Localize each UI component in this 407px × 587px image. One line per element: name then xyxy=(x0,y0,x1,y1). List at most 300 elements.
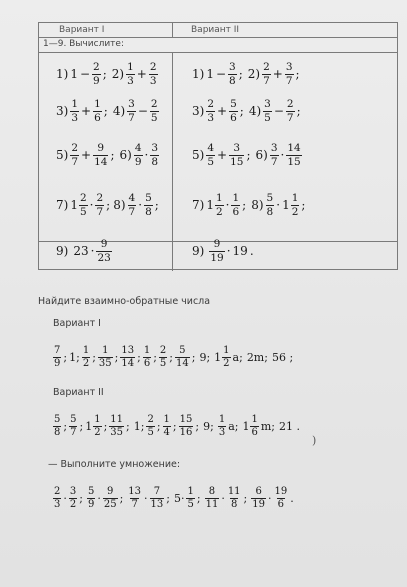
math-token: · xyxy=(221,491,225,505)
math-token: 1 xyxy=(70,198,78,212)
fraction xyxy=(149,62,158,86)
numerator: 5 xyxy=(145,192,152,204)
fraction xyxy=(163,415,171,438)
fraction xyxy=(53,346,61,369)
math-token: ; xyxy=(239,104,244,118)
fraction xyxy=(143,346,151,369)
divider xyxy=(172,23,173,37)
denominator: 15 xyxy=(287,155,301,168)
denominator: 3 xyxy=(218,426,226,438)
numerator: 8 xyxy=(208,485,216,497)
math-token: 19 xyxy=(232,244,248,258)
math-token: + xyxy=(272,67,283,81)
numerator: 1 xyxy=(94,413,101,425)
math-token: 1 xyxy=(242,419,250,433)
v1-row-4 xyxy=(55,187,160,223)
numerator: 2 xyxy=(159,344,167,356)
denominator: 2 xyxy=(82,357,90,369)
math-token: 1; xyxy=(133,419,145,433)
column-divider xyxy=(172,52,173,271)
math-token: 1 xyxy=(206,198,214,212)
fraction xyxy=(206,143,215,167)
instruction: 1—9. Вычислите: xyxy=(43,39,124,49)
math-token: ; xyxy=(106,198,111,212)
math-token: + xyxy=(81,104,92,118)
fraction xyxy=(70,99,79,123)
fraction xyxy=(227,487,242,510)
denominator: 7 xyxy=(70,426,77,438)
denominator: 7 xyxy=(263,74,270,87)
v1-row-1 xyxy=(55,56,159,92)
numerator: 9 xyxy=(100,238,108,250)
math-token: 3) xyxy=(56,104,69,118)
fraction xyxy=(134,143,143,167)
pencil-mark: ) xyxy=(312,434,317,447)
denominator: 6 xyxy=(251,426,258,438)
denominator: 9 xyxy=(54,357,61,369)
numerator: 4 xyxy=(207,142,215,154)
fraction xyxy=(228,62,237,86)
denominator: 9 xyxy=(87,498,95,510)
fraction xyxy=(286,143,301,167)
denominator: 5 xyxy=(207,155,215,168)
fraction xyxy=(150,143,159,167)
numerator: 1 xyxy=(143,344,151,356)
divider xyxy=(39,52,397,53)
divider xyxy=(39,37,397,38)
math-token: 9) xyxy=(192,244,205,258)
fraction xyxy=(53,487,61,510)
denominator: 13 xyxy=(150,498,164,510)
numerator: 3 xyxy=(229,61,236,73)
math-token: 1 xyxy=(70,67,78,81)
fraction xyxy=(285,62,294,86)
numerator: 3 xyxy=(69,485,77,497)
math-token: ; xyxy=(114,350,119,364)
denominator: 9 xyxy=(134,155,142,168)
denominator: 2 xyxy=(223,357,230,369)
denominator: 7 xyxy=(128,111,135,124)
numerator: 1 xyxy=(215,192,223,204)
fraction xyxy=(209,239,224,263)
fraction xyxy=(70,143,79,167)
denominator: 7 xyxy=(128,205,136,218)
denominator: 25 xyxy=(103,498,117,510)
math-token: 8) xyxy=(113,198,126,212)
fraction xyxy=(159,346,167,369)
math-token: · xyxy=(97,491,101,505)
fraction xyxy=(96,239,111,263)
denominator: 5 xyxy=(147,426,154,438)
math-token: · xyxy=(63,491,67,505)
math-token: ; xyxy=(295,67,300,81)
fraction xyxy=(231,193,240,217)
math-token: ; xyxy=(102,67,107,81)
fraction xyxy=(109,415,124,438)
numerator: 3 xyxy=(270,142,278,154)
fraction xyxy=(126,62,135,86)
math-token: − xyxy=(273,104,284,118)
fraction xyxy=(128,193,137,217)
math-token: · xyxy=(268,491,272,505)
reciprocal-row-2 xyxy=(52,409,301,443)
fraction xyxy=(262,62,271,86)
math-token: ; xyxy=(103,104,108,118)
numerator: 1 xyxy=(163,413,170,425)
denominator: 3 xyxy=(127,74,134,87)
math-token: 6) xyxy=(119,148,132,162)
math-token: ; xyxy=(238,67,243,81)
numerator: 5 xyxy=(230,98,237,110)
v2-row-5 xyxy=(191,233,255,269)
denominator: 8 xyxy=(54,426,61,438)
math-token: · xyxy=(276,198,281,212)
math-token: 56 ; xyxy=(271,350,294,364)
math-token: + xyxy=(217,148,228,162)
math-token: 9; xyxy=(199,350,211,364)
numerator: 15 xyxy=(179,413,193,425)
numerator: 2 xyxy=(150,98,158,110)
math-token: . xyxy=(290,491,294,505)
math-token: · xyxy=(226,244,231,258)
math-token: ; xyxy=(153,350,157,364)
fraction xyxy=(150,487,165,510)
denominator: 2 xyxy=(215,205,223,218)
v2-row-4 xyxy=(191,187,306,223)
denominator: 14 xyxy=(94,155,108,168)
numerator: 2 xyxy=(147,413,154,425)
denominator: 4 xyxy=(163,426,170,438)
math-token: ; xyxy=(119,491,124,505)
fraction xyxy=(79,193,88,217)
fraction xyxy=(274,487,289,510)
fraction xyxy=(98,346,113,369)
math-token: 7) xyxy=(56,198,69,212)
math-token: − xyxy=(79,67,91,81)
math-token: ; xyxy=(110,148,115,162)
fraction xyxy=(87,487,95,510)
numerator: 3 xyxy=(285,61,293,73)
numerator: 1 xyxy=(187,485,194,497)
numerator: 2 xyxy=(71,142,79,154)
numerator: 1 xyxy=(223,344,230,356)
exercise-table xyxy=(38,22,398,270)
denominator: 23 xyxy=(97,251,111,264)
fraction xyxy=(291,193,300,217)
math-token: 1 xyxy=(282,198,290,212)
v1-row-5 xyxy=(55,233,113,269)
denominator: 7 xyxy=(71,155,79,168)
math-token: − xyxy=(215,67,227,81)
fraction xyxy=(215,193,224,217)
header-variant-2: Вариант II xyxy=(191,25,240,35)
fraction xyxy=(150,99,159,123)
math-token: ; xyxy=(196,491,201,505)
denominator: 19 xyxy=(210,251,224,264)
math-token: · xyxy=(144,491,148,505)
fraction xyxy=(205,487,220,510)
variant-1-label: Вариант I xyxy=(53,318,101,329)
numerator: 1 xyxy=(82,344,90,356)
fraction xyxy=(82,346,90,369)
numerator: 1 xyxy=(94,98,101,110)
v2-row-2 xyxy=(191,93,302,129)
math-token: ; xyxy=(296,104,301,118)
numerator: 2 xyxy=(93,61,100,73)
fraction xyxy=(218,415,226,438)
denominator: 19 xyxy=(252,498,265,510)
fraction xyxy=(251,487,266,510)
fraction xyxy=(92,62,101,86)
fraction xyxy=(120,346,135,369)
math-token: m; xyxy=(260,419,275,433)
denominator: 2 xyxy=(291,205,299,218)
denominator: 3 xyxy=(54,498,61,510)
denominator: 8 xyxy=(266,205,274,218)
numerator: 14 xyxy=(287,142,301,154)
math-token: + xyxy=(136,67,147,81)
denominator: 6 xyxy=(230,111,237,124)
numerator: 13 xyxy=(121,344,135,356)
numerator: 4 xyxy=(134,142,142,154)
numerator: 5 xyxy=(87,485,95,497)
math-token: ; xyxy=(243,491,248,505)
fraction xyxy=(250,415,258,438)
numerator: 7 xyxy=(153,485,161,497)
fraction xyxy=(206,99,215,123)
fraction xyxy=(53,415,61,438)
math-token: ; xyxy=(242,198,247,212)
math-token: · xyxy=(280,148,285,162)
math-token: ; xyxy=(166,491,170,505)
numerator: 13 xyxy=(128,485,142,497)
math-token: 2) xyxy=(247,67,261,81)
fraction xyxy=(93,99,102,123)
denominator: 8 xyxy=(229,74,236,87)
denominator: 14 xyxy=(121,357,135,369)
fraction xyxy=(286,99,295,123)
math-token: 23 xyxy=(73,244,89,258)
denominator: 2 xyxy=(69,498,77,510)
fraction xyxy=(222,346,230,369)
math-token: · xyxy=(90,244,95,258)
numerator: 2 xyxy=(263,61,270,73)
fraction xyxy=(69,487,77,510)
denominator: 3 xyxy=(149,74,157,87)
math-token: 1 xyxy=(214,350,222,364)
numerator: 9 xyxy=(107,485,114,497)
denominator: 7 xyxy=(285,74,293,87)
numerator: 1 xyxy=(251,413,258,425)
math-token: 2m; xyxy=(246,350,268,364)
numerator: 4 xyxy=(128,192,136,204)
math-token: + xyxy=(81,148,92,162)
math-token: ; xyxy=(63,419,68,433)
fraction xyxy=(270,143,279,167)
numerator: 19 xyxy=(274,485,288,497)
denominator: 35 xyxy=(98,357,112,369)
denominator: 35 xyxy=(110,426,124,438)
math-token: ; xyxy=(191,350,196,364)
numerator: 1 xyxy=(127,61,134,73)
section-heading-multiply: — Выполните умножение: xyxy=(48,459,181,470)
fraction xyxy=(186,487,194,510)
numerator: 3 xyxy=(233,142,241,154)
denominator: 5 xyxy=(159,357,167,369)
math-token: ; xyxy=(301,198,306,212)
denominator: 5 xyxy=(187,498,194,510)
math-token: 1) xyxy=(56,67,69,81)
math-token: 1) xyxy=(192,67,205,81)
denominator: 6 xyxy=(277,498,285,510)
numerator: 1 xyxy=(71,98,79,110)
math-token: · xyxy=(138,198,143,212)
math-token: ; xyxy=(195,419,200,433)
multiply-row xyxy=(52,480,295,516)
fraction xyxy=(146,415,154,438)
v2-row-1 xyxy=(191,56,301,92)
math-token: ; xyxy=(79,419,84,433)
numerator: 5 xyxy=(54,413,61,425)
numerator: 3 xyxy=(151,142,159,154)
denominator: 5 xyxy=(150,111,158,124)
denominator: 2 xyxy=(94,426,101,438)
math-token: 5) xyxy=(192,148,205,162)
math-token: − xyxy=(137,104,148,118)
reciprocal-row-1 xyxy=(52,340,294,374)
numerator: 2 xyxy=(286,98,294,110)
fraction xyxy=(229,99,238,123)
numerator: 2 xyxy=(207,98,215,110)
math-token: ; xyxy=(63,350,68,364)
denominator: 11 xyxy=(205,498,219,510)
denominator: 6 xyxy=(94,111,101,124)
numerator: 2 xyxy=(149,61,157,73)
math-token: ; xyxy=(172,419,177,433)
math-token: 9; xyxy=(203,419,214,433)
math-token: . xyxy=(249,244,254,258)
numerator: 1 xyxy=(102,344,109,356)
fraction xyxy=(69,415,77,438)
denominator: 16 xyxy=(179,426,193,438)
math-token: 3) xyxy=(192,104,205,118)
fraction xyxy=(103,487,118,510)
numerator: 11 xyxy=(227,485,241,497)
variant-2-label: Вариант II xyxy=(53,387,104,398)
fraction xyxy=(95,193,104,217)
fraction xyxy=(127,487,142,510)
v1-row-3 xyxy=(55,137,160,173)
section-heading-reciprocal: Найдите взаимно-обратные числа xyxy=(38,296,211,307)
math-token: a; xyxy=(228,419,239,433)
fraction xyxy=(266,193,275,217)
math-token: 6) xyxy=(255,148,268,162)
numerator: 6 xyxy=(255,485,262,497)
denominator: 15 xyxy=(230,155,244,168)
math-token: ; xyxy=(137,350,141,364)
denominator: 3 xyxy=(71,111,79,124)
math-token: 1 xyxy=(85,419,93,433)
numerator: 1 xyxy=(232,192,240,204)
math-token: 4) xyxy=(248,104,262,118)
denominator: 8 xyxy=(151,155,159,168)
numerator: 7 xyxy=(54,344,61,356)
numerator: 9 xyxy=(97,142,105,154)
numerator: 5 xyxy=(266,192,274,204)
denominator: 5 xyxy=(264,111,271,124)
math-token: a; xyxy=(232,350,243,364)
fraction xyxy=(93,415,101,438)
math-token: 7) xyxy=(192,198,205,212)
v2-row-3 xyxy=(191,137,303,173)
math-token: ; xyxy=(103,419,108,433)
fraction xyxy=(263,99,272,123)
denominator: 3 xyxy=(207,111,215,124)
math-token: 5· xyxy=(173,491,185,505)
fraction xyxy=(93,143,108,167)
numerator: 5 xyxy=(179,344,186,356)
fraction xyxy=(127,99,136,123)
denominator: 14 xyxy=(176,357,189,369)
math-token: · xyxy=(225,198,230,212)
fraction xyxy=(175,346,190,369)
numerator: 1 xyxy=(291,192,299,204)
numerator: 2 xyxy=(54,485,61,497)
denominator: 7 xyxy=(131,498,138,510)
header-variant-1: Вариант I xyxy=(59,25,105,35)
math-token: 9) xyxy=(56,244,69,258)
denominator: 7 xyxy=(286,111,294,124)
math-token: ; xyxy=(92,350,96,364)
math-token: ; xyxy=(246,148,251,162)
math-token: 21 . xyxy=(278,419,300,433)
numerator: 2 xyxy=(96,192,104,204)
numerator: 1 xyxy=(218,413,226,425)
math-token: · xyxy=(89,198,94,212)
math-token: 5) xyxy=(56,148,69,162)
denominator: 6 xyxy=(232,205,240,218)
denominator: 8 xyxy=(145,205,152,218)
math-token: + xyxy=(217,104,228,118)
v1-row-2 xyxy=(55,93,160,129)
denominator: 6 xyxy=(143,357,151,369)
denominator: 7 xyxy=(96,205,104,218)
numerator: 11 xyxy=(110,413,124,425)
math-token: ; xyxy=(79,491,83,505)
fraction xyxy=(144,193,153,217)
math-token: ; xyxy=(169,350,173,364)
math-token: 8) xyxy=(251,198,264,212)
denominator: 5 xyxy=(79,205,87,218)
fraction xyxy=(229,143,244,167)
math-token: 1 xyxy=(206,67,214,81)
fraction xyxy=(179,415,194,438)
denominator: 9 xyxy=(93,74,100,87)
math-token: ; xyxy=(154,198,159,212)
denominator: 8 xyxy=(230,498,238,510)
math-token: 1; xyxy=(69,350,80,364)
math-token: 4) xyxy=(112,104,126,118)
math-token: ; xyxy=(126,419,130,433)
numerator: 9 xyxy=(213,238,221,250)
math-token: ; xyxy=(156,419,161,433)
numerator: 2 xyxy=(79,192,87,204)
math-token: · xyxy=(144,148,149,162)
numerator: 3 xyxy=(128,98,135,110)
math-token: 2) xyxy=(111,67,125,81)
denominator: 7 xyxy=(270,155,278,168)
numerator: 5 xyxy=(70,413,77,425)
